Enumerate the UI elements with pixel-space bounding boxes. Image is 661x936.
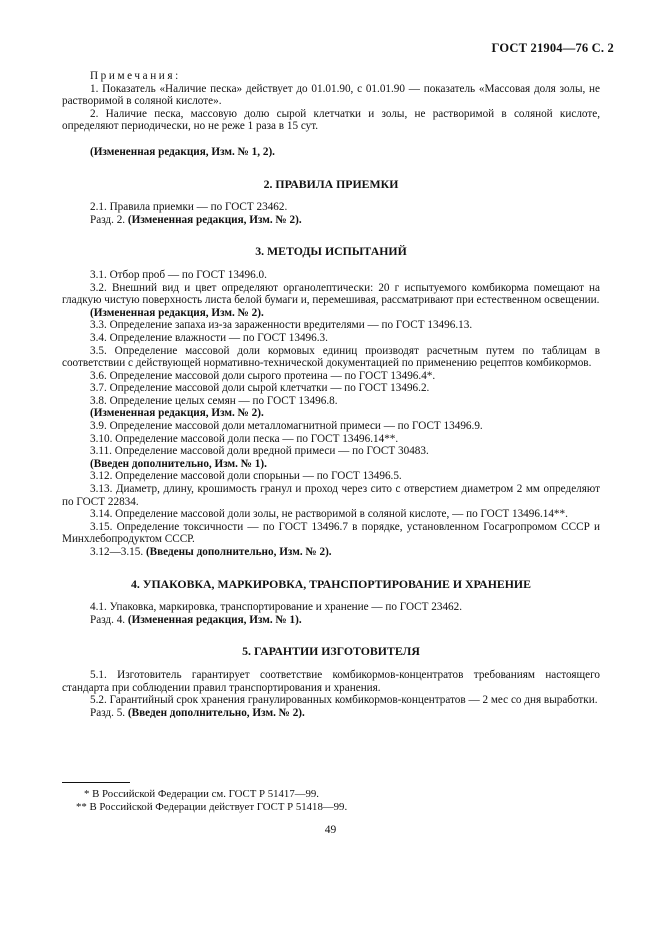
clause-3-11: 3.11. Определение массовой доли вредной примеси — по ГОСТ 30483.	[90, 445, 429, 458]
clause-3-5: 3.5. Определение массовой доли кормовых единиц производят расчетным путем по таблицам в соответствии с действующей нормативно-технической документацией по применению рецептов комбикормов.	[62, 344, 600, 370]
clause-4-1: 4.1. Упаковка, маркировка, транспортирование и хранение — по ГОСТ 23462.	[90, 601, 463, 614]
amendment-3-11: (Введен дополнительно, Изм. № 1).	[90, 457, 267, 470]
clause-3-15: 3.15. Определение токсичности — по ГОСТ 13496.7 в порядке, установленном Госагропромом СССР и Минхлебопродуктом СССР.	[62, 520, 600, 546]
amendment-3-12-3-15: 3.12—3.15. (Введены дополнительно, Изм. № 2).	[90, 546, 332, 558]
document-body	[62, 70, 600, 719]
clause-3-12: 3.12. Определение массовой доли спорыньи — по ГОСТ 13496.5.	[90, 470, 402, 483]
section-2-amendment: Разд. 2. (Измененная редакция, Изм. № 2).	[90, 213, 302, 226]
section-4-title: 4. УПАКОВКА, МАРКИРОВКА, ТРАНСПОРТИРОВАНИЕ И ХРАНЕНИЕ	[131, 576, 531, 591]
page-header: ГОСТ 21904—76 С. 2	[491, 41, 614, 55]
clause-3-13: 3.13. Диаметр, длину, крошимость гранул и проход через сито с отверстием диаметром 2 мм определяют по ГОСТ 22834.	[62, 483, 600, 508]
clause-2-1: 2.1. Правила приемки — по ГОСТ 23462.	[90, 201, 288, 214]
amendment-3-8: (Измененная редакция, Изм. № 2).	[90, 407, 264, 420]
amendment-3-2: (Измененная редакция, Изм. № 2).	[90, 306, 264, 319]
clause-3-3: 3.3. Определение запаха из-за зараженности вредителями — по ГОСТ 13496.13.	[90, 319, 473, 332]
clause-5-2: 5.2. Гарантийный срок хранения гранулированных комбикормов-концентратов — 2 мес со дня выработки.	[90, 694, 598, 707]
section-4-amendment: Разд. 4. (Измененная редакция, Изм. № 1).	[90, 613, 302, 626]
page-number: 49	[324, 824, 337, 836]
notes-amendment: (Измененная редакция, Изм. № 1, 2).	[90, 145, 275, 158]
clause-3-9: 3.9. Определение массовой доли металломагнитной примеси — по ГОСТ 13496.9.	[90, 420, 483, 433]
clause-3-2: 3.2. Внешний вид и цвет определяют органолептически: 20 г испытуемого комбикорма помещают на гладкую чистую поверхность листа белой бумаги и, перемешивая, рассматривают при естественном освещении.	[62, 281, 600, 307]
footnote-2: ** В Российской Федерации действует ГОСТ Р 51418—99.	[76, 801, 348, 813]
section-2-title: 2. ПРАВИЛА ПРИЕМКИ	[263, 176, 399, 191]
clause-3-6: 3.6. Определение массовой доли сырого протеина — по ГОСТ 13496.4*.	[90, 369, 436, 382]
clause-3-10: 3.10. Определение массовой доли песка — по ГОСТ 13496.14**.	[90, 432, 399, 445]
section-5-amendment: Разд. 5. (Введен дополнительно, Изм. № 2).	[90, 706, 305, 719]
note-2: 2. Наличие песка, массовую долю сырой клетчатки и золы, не растворимой в соляной кислоте, определяют периодически, но не реже 1 раза в 15 сут.	[62, 107, 600, 133]
clause-3-4: 3.4. Определение влажности — по ГОСТ 13496.3.	[90, 331, 328, 344]
note-1: 1. Показатель «Наличие песка» действует до 01.01.90, с 01.01.90 — показатель «Массовая доля золы, не растворимой в соляной кислоте».	[62, 82, 600, 108]
section-3-title: 3. МЕТОДЫ ИСПЫТАНИЙ	[255, 244, 407, 259]
footnote-1: * В Российской Федерации см. ГОСТ Р 51417—99.	[84, 788, 320, 800]
clause-3-8: 3.8. Определение целых семян — по ГОСТ 13496.8.	[90, 394, 338, 407]
clause-3-14: 3.14. Определение массовой доли золы, не растворимой в соляной кислоте, — по ГОСТ 13496.14**.	[90, 508, 568, 521]
clause-5-1: 5.1. Изготовитель гарантирует соответствие комбикормов-концентратов требованиям настоящего стандарта при соблюдении правил транспортирования и хранения.	[62, 668, 600, 694]
section-5-title: 5. ГАРАНТИИ ИЗГОТОВИТЕЛЯ	[242, 644, 420, 659]
clause-3-7: 3.7. Определение массовой доли сырой клетчатки — по ГОСТ 13496.2.	[90, 382, 430, 395]
footnote-divider	[62, 782, 130, 783]
notes-title: Примечания:	[90, 70, 181, 82]
clause-3-1: 3.1. Отбор проб — по ГОСТ 13496.0.	[90, 268, 267, 281]
